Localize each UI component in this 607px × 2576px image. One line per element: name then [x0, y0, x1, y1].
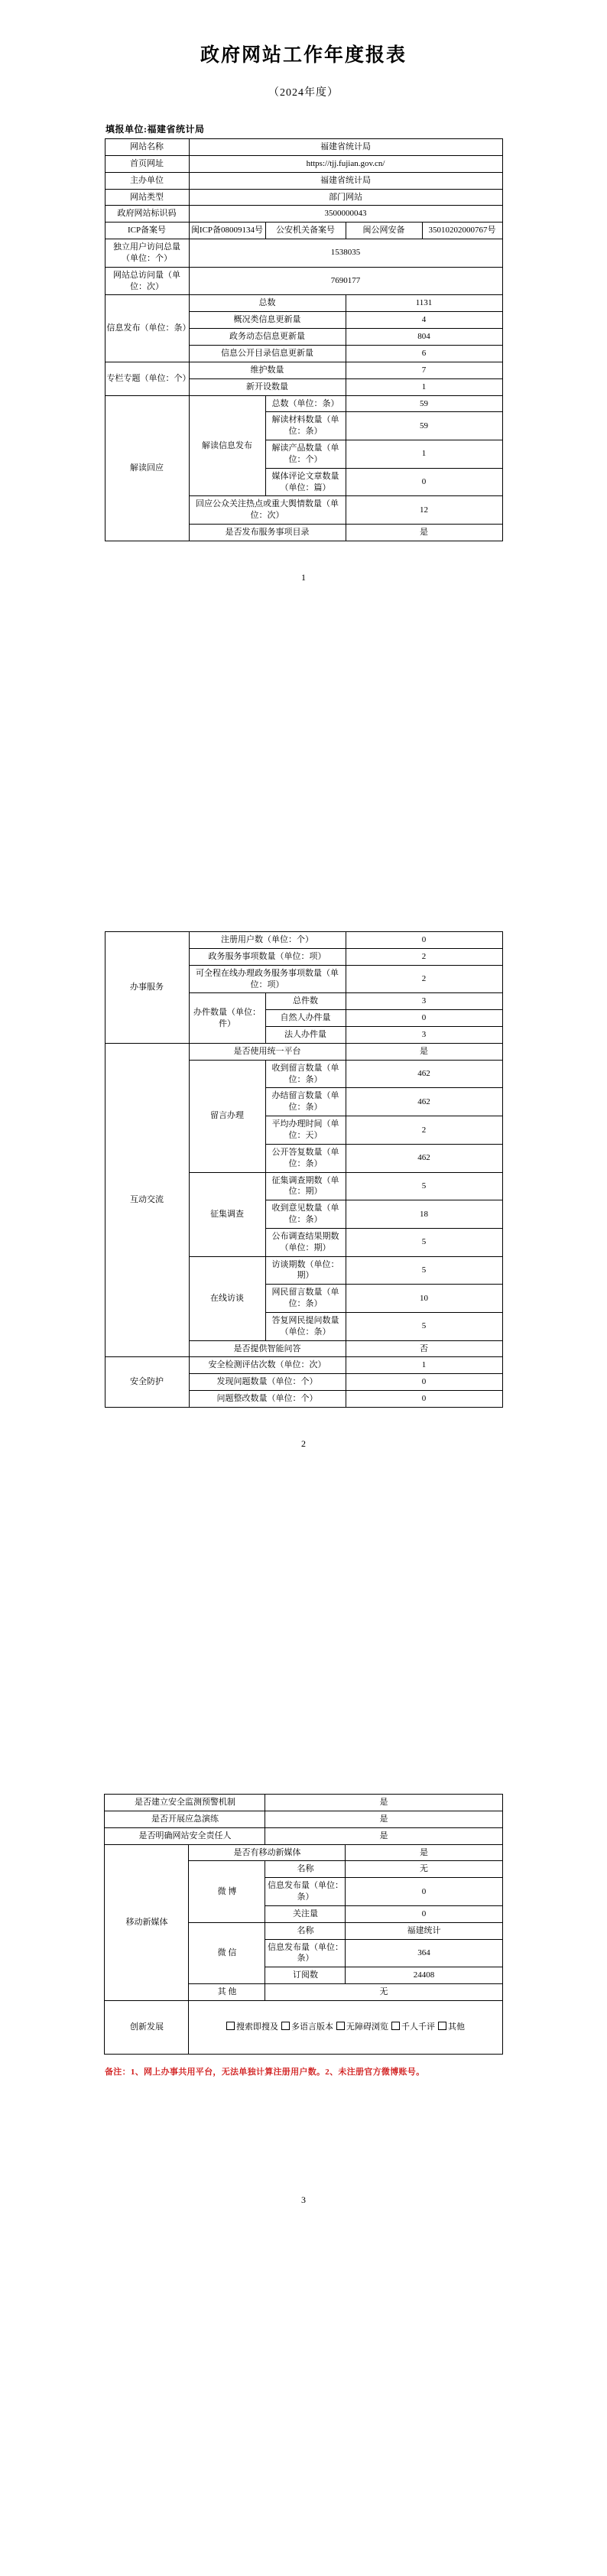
survey-label: 征集调查 [189, 1172, 265, 1256]
row-value: 2 [346, 965, 502, 993]
info-publish-label: 信息发布（单位：条） [105, 295, 189, 362]
row-label: 总件数 [265, 993, 346, 1010]
row-label: 自然人办件量 [265, 1010, 346, 1027]
row-value: 364 [346, 1939, 502, 1967]
unified-platform-value: 是 [346, 1043, 502, 1060]
table-row [105, 139, 502, 156]
row-label: 维护数量 [189, 362, 346, 378]
online-interview-label: 在线访谈 [189, 1256, 265, 1340]
row-value: 0 [346, 1391, 502, 1408]
table-row [105, 239, 502, 268]
row-value: 是 [265, 1795, 502, 1811]
row-value: 部门网站 [189, 189, 502, 206]
innovation-option-other[interactable]: 其他 [438, 2022, 465, 2033]
row-value: 7 [346, 362, 502, 378]
row-value: 1131 [346, 295, 502, 312]
has-new-media-label: 是否有移动新媒体 [189, 1844, 346, 1861]
row-label: 法人办件量 [265, 1027, 346, 1044]
row-value: 福建省统计局 [189, 172, 502, 189]
hot-response-value: 12 [346, 496, 502, 525]
row-label: 注册用户数（单位：个） [189, 932, 346, 949]
row-label: 网站名称 [105, 139, 189, 156]
reporting-org: 填报单位:福建省统计局 [105, 124, 205, 135]
row-label: 是否建立安全监测预警机制 [105, 1795, 265, 1811]
page-number: 2 [301, 1438, 306, 1449]
table-row [105, 1357, 502, 1374]
row-label: 信息发布量（单位：条） [265, 1878, 346, 1906]
cases-label: 办件数量（单位：件） [189, 993, 265, 1044]
row-value: 0 [346, 1010, 502, 1027]
innovation-option-multilang[interactable]: 多语言版本 [281, 2022, 333, 2033]
checkbox-icon[interactable] [226, 2022, 235, 2030]
row-label: 发现问题数量（单位：个） [189, 1374, 346, 1391]
row-label: 名称 [265, 1922, 346, 1939]
row-value: 59 [346, 412, 502, 440]
row-label: 收到意见数量（单位：条） [265, 1200, 346, 1229]
row-label: 办结留言数量（单位：条） [265, 1088, 346, 1116]
row-value: 3 [346, 993, 502, 1010]
innovation-option-search[interactable]: 搜索即搜及 [226, 2022, 278, 2033]
visits-value: 7690177 [189, 267, 502, 295]
weibo-label: 微 博 [189, 1861, 265, 1922]
row-label: 可全程在线办理政务服务事项数量（单位：项） [189, 965, 346, 993]
interpretation-label: 解读回应 [105, 395, 189, 541]
message-handling-label: 留言办理 [189, 1060, 265, 1172]
row-value: 462 [346, 1060, 502, 1088]
row-value: 0 [346, 1878, 502, 1906]
security-label: 安全防护 [105, 1357, 189, 1408]
independent-users-value: 1538035 [189, 239, 502, 268]
table-row [105, 189, 502, 206]
innovation-option-personalized[interactable]: 千人千评 [391, 2022, 435, 2033]
row-value: 3 [346, 1027, 502, 1044]
row-value: 4 [346, 312, 502, 329]
row-value: 福建省统计局 [189, 139, 502, 156]
gongan-label: 闽公网安备 [346, 223, 422, 239]
row-label: 主办单位 [105, 172, 189, 189]
row-value: 0 [346, 1374, 502, 1391]
innovation-option-accessibility[interactable]: 无障碍浏览 [336, 2022, 388, 2033]
row-label: 首页网址 [105, 155, 189, 172]
row-label: 政务动态信息更新量 [189, 329, 346, 346]
table-row [105, 206, 502, 223]
checkbox-icon[interactable] [438, 2022, 446, 2030]
other-media-label: 其 他 [189, 1984, 265, 2001]
row-label: 解读产品数量（单位：个） [265, 440, 346, 469]
page-number: 1 [301, 571, 306, 583]
row-value: 10 [346, 1285, 502, 1313]
row-value: 5 [346, 1228, 502, 1256]
column-topic-label: 专栏专题（单位：个） [105, 362, 189, 395]
table-row [105, 362, 502, 378]
checkbox-icon[interactable] [391, 2022, 400, 2030]
table-row [105, 155, 502, 172]
service-catalog-label: 是否发布服务事项目录 [189, 525, 346, 541]
unified-platform-label: 是否使用统一平台 [189, 1043, 346, 1060]
footnote: 备注：1、网上办事共用平台，无法单独计算注册用户数。2、未注册官方微博账号。 [105, 2067, 425, 2077]
row-value: 是 [265, 1811, 502, 1827]
row-value: 5 [346, 1172, 502, 1200]
row-label: 解读材料数量（单位：条） [265, 412, 346, 440]
table-row [105, 172, 502, 189]
report-page-1 [0, 0, 607, 887]
other-media-value: 无 [265, 1984, 502, 2001]
row-label: 媒体评论文章数量（单位：篇） [265, 468, 346, 496]
row-label: 安全检测评估次数（单位：次） [189, 1357, 346, 1374]
handle-service-label: 办事服务 [105, 932, 189, 1044]
row-label: 公开答复数量（单位：条） [265, 1144, 346, 1172]
row-value: 1 [346, 1357, 502, 1374]
row-value: 2 [346, 948, 502, 965]
row-value: 2 [346, 1116, 502, 1145]
table-row [105, 932, 502, 949]
interpretation-publish-label: 解读信息发布 [189, 395, 265, 496]
row-label: 信息发布量（单位：条） [265, 1939, 346, 1967]
row-label: 平均办理时间（单位：天） [265, 1116, 346, 1145]
row-label: 关注量 [265, 1905, 346, 1922]
row-label: 网站类型 [105, 189, 189, 206]
gongan-value: 35010202000767号 [422, 223, 502, 239]
row-value: 0 [346, 1905, 502, 1922]
row-label: 是否开展应急演练 [105, 1811, 265, 1827]
page-title: 政府网站工作年度报表 [200, 45, 407, 66]
visits-label: 网站总访问量（单位：次） [105, 267, 189, 295]
service-catalog-value: 是 [346, 525, 502, 541]
row-value: 24408 [346, 1967, 502, 1984]
row-label: 订阅数 [265, 1967, 346, 1984]
table-row [105, 1043, 502, 1060]
page-number: 3 [301, 2194, 306, 2205]
row-label: 是否明确网站安全责任人 [105, 1827, 265, 1844]
table-row [105, 1827, 502, 1844]
row-label: 公布调查结果期数（单位：期） [265, 1228, 346, 1256]
row-value: 59 [346, 395, 502, 412]
police-record-label: 公安机关备案号 [265, 223, 346, 239]
row-value: 福建统计 [346, 1922, 502, 1939]
row-value: 1 [346, 440, 502, 469]
row-label: 名称 [265, 1861, 346, 1878]
row-label: 政务服务事项数量（单位：项） [189, 948, 346, 965]
row-label: 收到留言数量（单位：条） [265, 1060, 346, 1088]
interaction-label: 互动交流 [105, 1043, 189, 1357]
row-value: 是 [265, 1827, 502, 1844]
row-value: 462 [346, 1088, 502, 1116]
row-value: 0 [346, 932, 502, 949]
row-value: 6 [346, 345, 502, 362]
service-interaction-table [105, 931, 503, 1408]
media-innovation-table [104, 1794, 502, 2055]
table-row [105, 295, 502, 312]
row-label: 政府网站标识码 [105, 206, 189, 223]
checkbox-icon[interactable] [336, 2022, 345, 2030]
row-label: 总数（单位：条） [265, 395, 346, 412]
checkbox-icon[interactable] [281, 2022, 290, 2030]
row-value: https://tjj.fujian.gov.cn/ [189, 155, 502, 172]
innovation-options [189, 2000, 502, 2054]
row-label: 征集调查期数（单位：期） [265, 1172, 346, 1200]
row-label: 网民留言数量（单位：条） [265, 1285, 346, 1313]
row-label: 答复网民提问数量（单位：条） [265, 1312, 346, 1340]
smart-qa-label: 是否提供智能问答 [189, 1340, 346, 1357]
has-new-media-value: 是 [346, 1844, 502, 1861]
basic-info-table [105, 138, 503, 541]
table-row [105, 1844, 502, 1861]
table-row [105, 2000, 502, 2054]
icp-row [105, 223, 502, 239]
table-row [105, 1811, 502, 1827]
report-page-3 [0, 1751, 607, 2576]
row-value: 804 [346, 329, 502, 346]
icp-value: 闽ICP备08009134号 [189, 223, 265, 239]
row-value: 1 [346, 378, 502, 395]
report-page-2 [0, 887, 607, 1751]
row-value: 5 [346, 1256, 502, 1285]
innovation-label: 创新发展 [105, 2000, 189, 2054]
page-subtitle: （2024年度） [268, 87, 339, 99]
row-label: 概况类信息更新量 [189, 312, 346, 329]
new-media-label: 移动新媒体 [105, 1844, 189, 2000]
wechat-label: 微 信 [189, 1922, 265, 1983]
table-row [105, 267, 502, 295]
table-row [105, 1795, 502, 1811]
row-label: 问题整改数量（单位：个） [189, 1391, 346, 1408]
table-row [105, 395, 502, 412]
row-value: 3500000043 [189, 206, 502, 223]
icp-label: ICP备案号 [105, 223, 189, 239]
row-value: 0 [346, 468, 502, 496]
row-label: 总数 [189, 295, 346, 312]
row-value: 无 [346, 1861, 502, 1878]
row-value: 462 [346, 1144, 502, 1172]
row-label: 访谈期数（单位：期） [265, 1256, 346, 1285]
row-value: 5 [346, 1312, 502, 1340]
row-label: 新开设数量 [189, 378, 346, 395]
smart-qa-value: 否 [346, 1340, 502, 1357]
row-label: 信息公开目录信息更新量 [189, 345, 346, 362]
row-value: 18 [346, 1200, 502, 1229]
hot-response-label: 回应公众关注热点或重大舆情数量（单位：次） [189, 496, 346, 525]
independent-users-label: 独立用户访问总量（单位：个） [105, 239, 189, 268]
